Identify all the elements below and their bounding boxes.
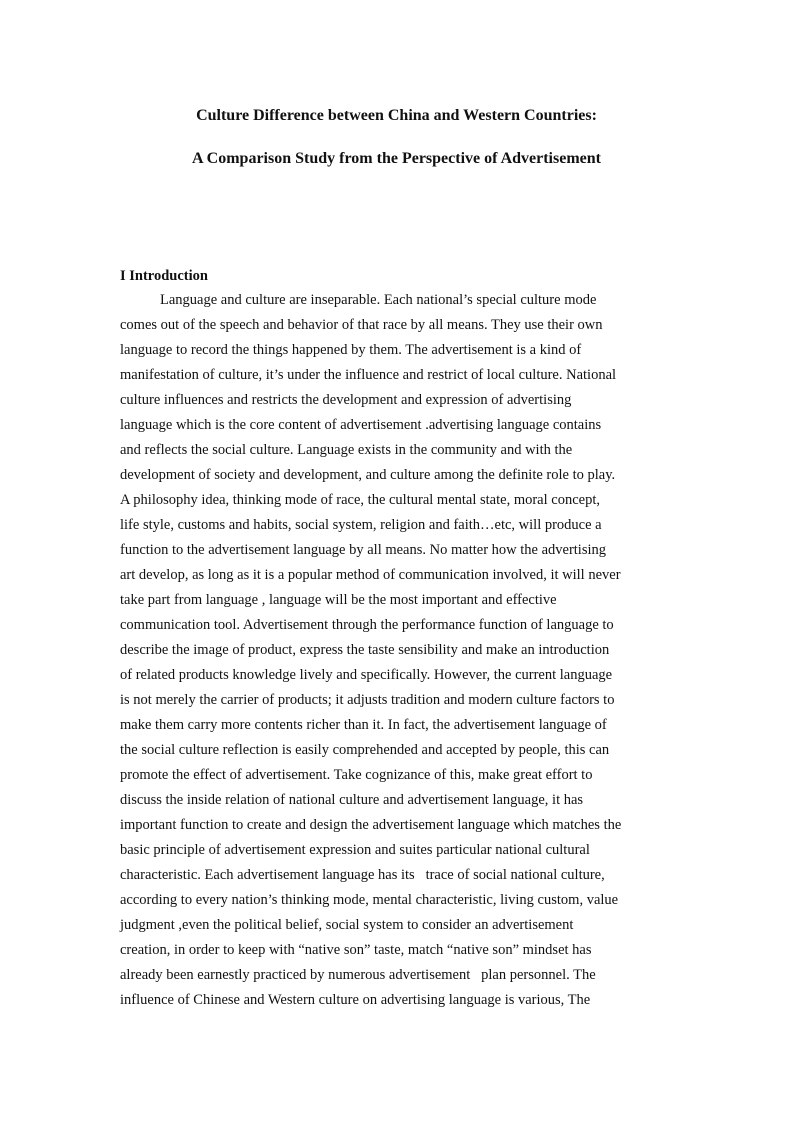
paragraph-line: function to the advertisement language by all means. No matter how the advertising	[120, 542, 607, 558]
paragraph-line: discuss the inside relation of national culture and advertisement language, it has	[120, 792, 584, 808]
paragraph-line: basic principle of advertisement expression and suites particular national cultural	[120, 842, 590, 858]
paragraph-line: language to record the things happened by them. The advertisement is a kind of	[120, 342, 582, 358]
paragraph-line: communication tool. Advertisement through the performance function of language to	[120, 617, 614, 633]
paragraph-line: characteristic. Each advertisement language has its trace of social national culture,	[120, 867, 605, 883]
paragraph-line: language which is the core content of advertisement .advertising language contains	[120, 417, 602, 433]
paragraph-line: promote the effect of advertisement. Take cognizance of this, make great effort to	[120, 767, 593, 783]
paragraph-line: judgment ,even the political belief, social system to consider an advertisement	[120, 917, 574, 933]
paragraph-line: Language and culture are inseparable. Each national’s special culture mode	[160, 292, 597, 308]
paragraph-line: important function to create and design the advertisement language which matches the	[120, 817, 622, 833]
paragraph-line: development of society and development, and culture among the definite role to play.	[120, 467, 616, 483]
paragraph-line: make them carry more contents richer than it. In fact, the advertisement language of	[120, 717, 607, 733]
document-title-line-1: Culture Difference between China and Western Countries:	[196, 107, 597, 124]
paragraph-line: already been earnestly practiced by numerous advertisement plan personnel. The	[120, 967, 596, 983]
paragraph-line: influence of Chinese and Western culture on advertising language is various, The	[120, 992, 591, 1008]
paragraph-line: life style, customs and habits, social system, religion and faith…etc, will produce a	[120, 517, 602, 533]
paragraph-line: A philosophy idea, thinking mode of race, the cultural mental state, moral concept,	[120, 492, 600, 508]
paragraph-line: describe the image of product, express the taste sensibility and make an introduction	[120, 642, 610, 658]
paragraph-line: manifestation of culture, it’s under the influence and restrict of local culture. National	[120, 367, 617, 383]
paragraph-line: take part from language , language will be the most important and effective	[120, 592, 557, 608]
paragraph-line: creation, in order to keep with “native son” taste, match “native son” mindset has	[120, 942, 592, 958]
paragraph-line: the social culture reflection is easily comprehended and accepted by people, this can	[120, 742, 610, 758]
paragraph-line: of related products knowledge lively and specifically. However, the current language	[120, 667, 613, 683]
section-heading-introduction: I Introduction	[120, 268, 208, 284]
paragraph-line: culture influences and restricts the development and expression of advertising	[120, 392, 572, 408]
paragraph-line: is not merely the carrier of products; it adjusts tradition and modern culture factors to	[120, 692, 615, 708]
paragraph-line: comes out of the speech and behavior of that race by all means. They use their own	[120, 317, 603, 333]
document-title-line-2: A Comparison Study from the Perspective of Advertisement	[192, 150, 601, 167]
paragraph-line: according to every nation’s thinking mode, mental characteristic, living custom, value	[120, 892, 619, 908]
paragraph-line: and reflects the social culture. Language exists in the community and with the	[120, 442, 573, 458]
paragraph-line: art develop, as long as it is a popular method of communication involved, it will never	[120, 567, 621, 583]
introduction-paragraph	[120, 290, 680, 1015]
